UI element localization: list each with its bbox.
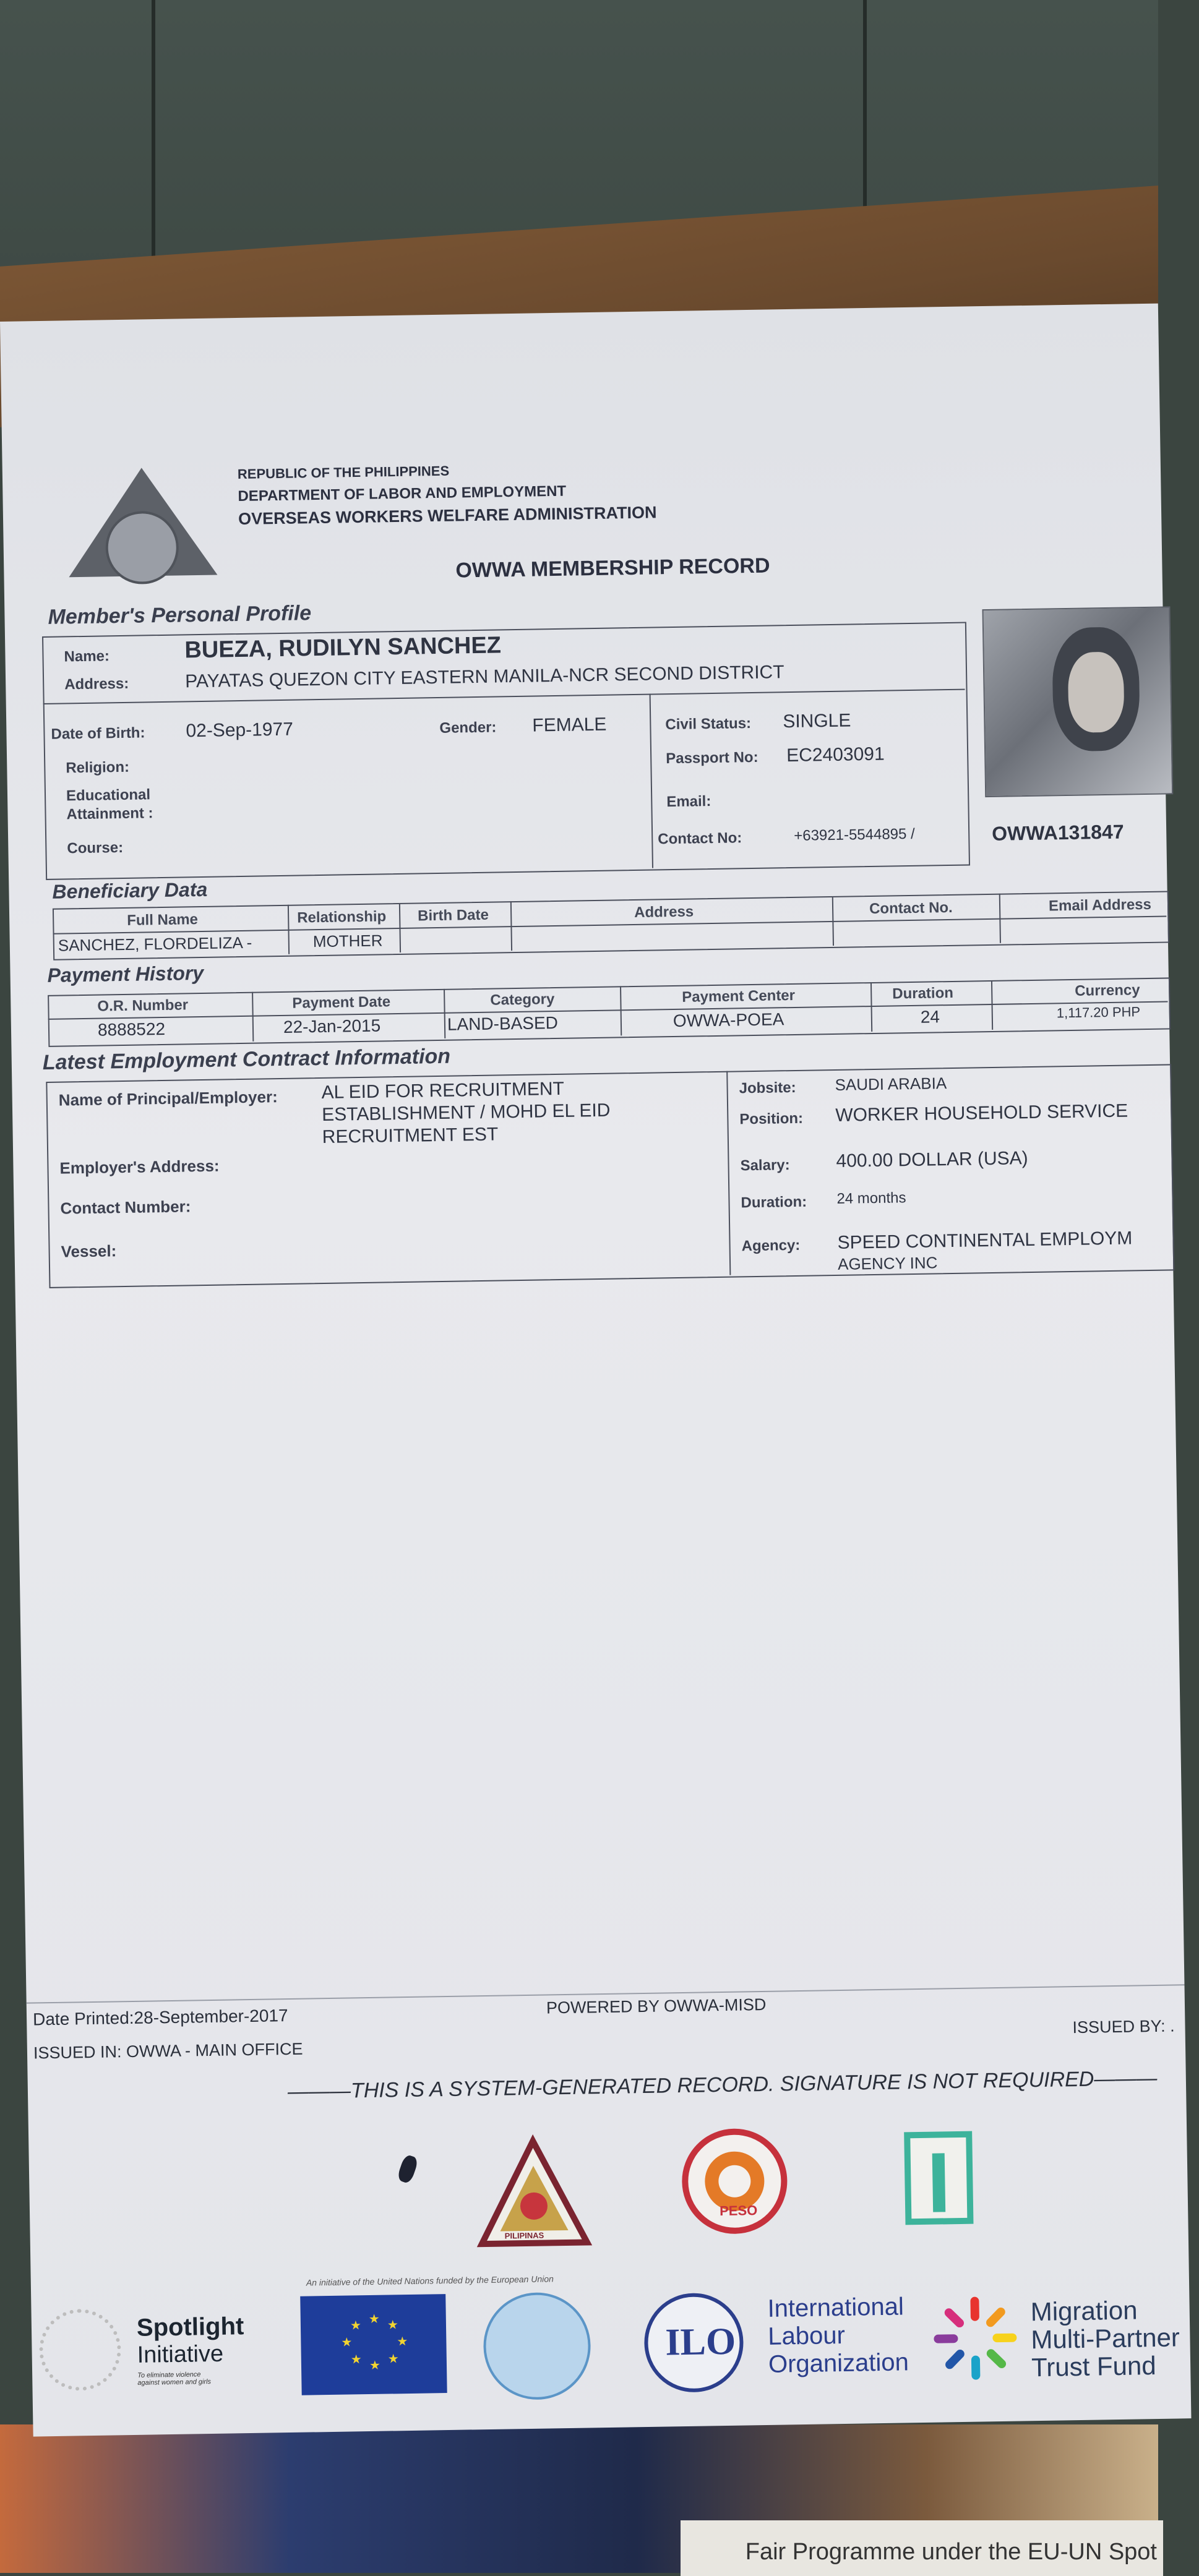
- table-cell: LAND-BASED: [447, 1013, 558, 1035]
- pin-icon: [396, 2154, 419, 2184]
- section-beneficiary: Beneficiary Data: [52, 878, 207, 904]
- col-header: Relationship: [297, 908, 386, 926]
- ilo-mark: ILO: [665, 2320, 736, 2365]
- mmptf-name-1: Migration: [1030, 2296, 1137, 2327]
- salary-label: Salary:: [740, 1157, 789, 1175]
- section-profile: Member's Personal Profile: [48, 601, 311, 630]
- jobsite-label: Jobsite:: [739, 1079, 796, 1097]
- section-payment: Payment History: [47, 962, 204, 987]
- pilipinas-logo: [477, 2137, 590, 2247]
- svg-text:★: ★: [388, 2351, 399, 2366]
- gender-value: FEMALE: [532, 714, 607, 737]
- table-cell: SANCHEZ, FLORDELIZA -: [58, 933, 252, 956]
- table-cell: 8888522: [98, 1019, 166, 1040]
- ilo-name-3: Organization: [768, 2348, 909, 2379]
- table-cell: MOTHER: [313, 931, 383, 951]
- position-label: Position:: [739, 1110, 803, 1129]
- spotlight-subtitle: Initiative: [137, 2341, 223, 2369]
- svg-text:★: ★: [351, 2351, 362, 2366]
- eu-stars-icon: [300, 2294, 447, 2395]
- col-header: Duration: [892, 985, 953, 1003]
- peso-logo: [681, 2128, 788, 2235]
- spotlight-title: Spotlight: [137, 2313, 244, 2342]
- powered-by: POWERED BY OWWA-MISD: [546, 1995, 767, 2018]
- religion-label: Religion:: [66, 759, 129, 777]
- ilo-name-1: International: [767, 2293, 904, 2322]
- passport-label: Passport No:: [666, 749, 759, 768]
- svg-text:★: ★: [350, 2317, 361, 2332]
- passport-value: EC2403091: [786, 744, 885, 766]
- svg-text:★: ★: [387, 2317, 398, 2332]
- tower-logo: [904, 2131, 973, 2225]
- pilipinas-text: PILIPINAS: [505, 2231, 544, 2241]
- col-header: O.R. Number: [97, 996, 188, 1015]
- rule-left: ———: [288, 2079, 351, 2103]
- system-notice: [288, 2066, 1158, 2104]
- document-page: [0, 304, 1191, 2437]
- mmptf-name-3: Trust Fund: [1031, 2351, 1156, 2382]
- eu-flag: [300, 2294, 447, 2395]
- svg-text:★: ★: [369, 2311, 380, 2326]
- notice-text: THIS IS A SYSTEM-GENERATED RECORD. SIGNATURE IS NOT REQUIRED: [351, 2068, 1094, 2103]
- principal-label: Name of Principal/Employer:: [59, 1087, 278, 1110]
- header-owwa: OVERSEAS WORKERS WELFARE ADMINISTRATION: [238, 503, 657, 529]
- ilo-emblem: [643, 2293, 744, 2393]
- col-header: Email Address: [1049, 896, 1151, 915]
- owwa-number: OWWA131847: [992, 821, 1124, 845]
- mmptf-icon: [931, 2295, 1019, 2382]
- duration-value: 24 months: [836, 1189, 906, 1208]
- agency-line2: AGENCY INC: [838, 1253, 938, 1274]
- dob-value: 02-Sep-1977: [186, 719, 293, 742]
- contact-value: +63921-5544895 /: [794, 826, 915, 845]
- col-header: Contact No.: [869, 899, 953, 918]
- date-printed: Date Printed:28-September-2017: [33, 2006, 288, 2029]
- name-label: Name:: [64, 648, 110, 665]
- svg-text:★: ★: [369, 2358, 380, 2373]
- issued-by: ISSUED BY: .: [1072, 2017, 1175, 2038]
- dob-label: Date of Birth:: [51, 724, 145, 743]
- agency-line1: SPEED CONTINENTAL EMPLOYM: [837, 1228, 1132, 1253]
- email-label: Email:: [666, 793, 711, 811]
- col-header: Category: [490, 991, 554, 1009]
- contact-number-label: Contact Number:: [60, 1197, 191, 1218]
- table-cell: 24: [921, 1007, 940, 1027]
- payment-table: [48, 977, 1171, 1046]
- svg-text:★: ★: [397, 2334, 408, 2348]
- spotlight-tagline: To eliminate violence against women and girls: [137, 2371, 224, 2387]
- svg-text:★: ★: [341, 2334, 352, 2349]
- principal-line2: ESTABLISHMENT / MOHD EL EID: [322, 1100, 611, 1126]
- member-name: BUEZA, RUDILYN SANCHEZ: [184, 632, 501, 664]
- un-emblem-icon: [483, 2291, 591, 2400]
- spotlight-icon: [38, 2308, 121, 2391]
- address-label: Address:: [64, 675, 129, 694]
- ilo-name-2: Labour: [768, 2322, 845, 2351]
- table-cell: 22-Jan-2015: [283, 1016, 381, 1037]
- position-value: WORKER HOUSEHOLD SERVICE: [835, 1101, 1128, 1126]
- col-header: Payment Date: [292, 993, 390, 1012]
- col-header: Currency: [1075, 982, 1140, 1000]
- header-republic: REPUBLIC OF THE PHILIPPINES: [238, 463, 450, 482]
- issued-in: ISSUED IN: OWWA - MAIN OFFICE: [33, 2040, 303, 2063]
- header-dole: DEPARTMENT OF LABOR AND EMPLOYMENT: [238, 483, 566, 505]
- table-cell: OWWA-POEA: [673, 1009, 784, 1031]
- education-label: Educational: [66, 786, 150, 805]
- duration-label: Duration:: [741, 1194, 807, 1212]
- peso-text: PESO: [720, 2202, 758, 2219]
- vessel-label: Vessel:: [61, 1241, 116, 1261]
- page-title: OWWA MEMBERSHIP RECORD: [455, 554, 770, 583]
- member-photo: [982, 606, 1174, 797]
- rule-right: ———: [1094, 2066, 1158, 2091]
- principal-line3: RECRUITMENT EST: [322, 1124, 499, 1148]
- col-header: Birth Date: [418, 907, 489, 925]
- course-label: Course:: [67, 839, 123, 857]
- col-header: Payment Center: [682, 987, 795, 1006]
- contact-label: Contact No:: [658, 829, 742, 848]
- civil-status-value: SINGLE: [783, 710, 851, 732]
- civil-status-label: Civil Status:: [665, 715, 751, 734]
- gender-label: Gender:: [439, 719, 496, 737]
- col-header: Address: [634, 904, 694, 922]
- tower-icon: [932, 2153, 945, 2212]
- second-paper: [681, 2520, 1163, 2576]
- second-paper-text: Fair Programme under the EU-UN Spot: [746, 2539, 1157, 2565]
- wall-seam: [152, 0, 155, 285]
- un-initiative-note: An initiative of the United Nations funded by the European Union: [306, 2274, 554, 2287]
- agency-label: Agency:: [741, 1237, 800, 1255]
- col-header: Full Name: [127, 911, 198, 930]
- table-cell: 1,117.20 PHP: [1057, 1004, 1141, 1021]
- principal-line1: AL EID FOR RECRUITMENT: [321, 1079, 564, 1103]
- education-label-2: Attainment :: [66, 805, 153, 823]
- jobsite-value: SAUDI ARABIA: [835, 1074, 947, 1095]
- salary-value: 400.00 DOLLAR (USA): [836, 1148, 1028, 1172]
- mmptf-name-2: Multi-Partner: [1031, 2322, 1180, 2355]
- member-address: PAYATAS QUEZON CITY EASTERN MANILA-NCR SECOND DISTRICT: [185, 662, 784, 692]
- employer-address-label: Employer's Address:: [59, 1157, 220, 1178]
- section-employment: Latest Employment Contract Information: [43, 1045, 451, 1075]
